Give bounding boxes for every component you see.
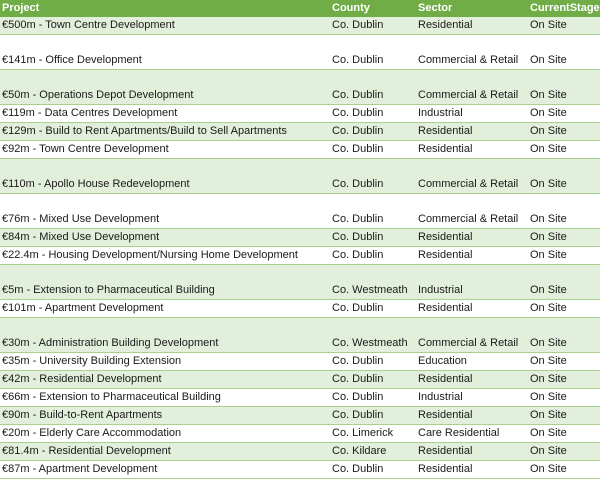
table-body [0, 17, 600, 479]
county-cell[interactable]: Co. Dublin [330, 389, 416, 407]
county-cell[interactable]: Co. Westmeath [330, 318, 416, 353]
header-current-stage[interactable]: CurrentStage [528, 0, 600, 17]
county-cell[interactable]: Co. Dublin [330, 105, 416, 123]
table-row [0, 318, 600, 353]
sector-cell[interactable]: Residential [416, 300, 528, 318]
project-cell[interactable]: €81.4m - Residential Development [0, 443, 330, 461]
sector-cell[interactable]: Commercial & Retail [416, 194, 528, 229]
table-row [0, 123, 600, 141]
stage-cell[interactable]: On Site [528, 229, 600, 247]
county-cell[interactable]: Co. Dublin [330, 229, 416, 247]
table-row [0, 159, 600, 194]
stage-cell[interactable]: On Site [528, 247, 600, 265]
sector-cell[interactable]: Commercial & Retail [416, 70, 528, 105]
project-cell[interactable]: €129m - Build to Rent Apartments/Build to Sell Apartments [0, 123, 330, 141]
county-cell[interactable]: Co. Dublin [330, 141, 416, 159]
project-cell[interactable]: €66m - Extension to Pharmaceutical Building [0, 389, 330, 407]
sector-cell[interactable]: Residential [416, 461, 528, 479]
project-cell[interactable]: €110m - Apollo House Redevelopment [0, 159, 330, 194]
table-row [0, 300, 600, 318]
county-cell[interactable]: Co. Dublin [330, 300, 416, 318]
project-cell[interactable]: €84m - Mixed Use Development [0, 229, 330, 247]
sector-cell[interactable]: Residential [416, 123, 528, 141]
county-cell[interactable]: Co. Dublin [330, 247, 416, 265]
table-row [0, 194, 600, 229]
project-cell[interactable]: €42m - Residential Development [0, 371, 330, 389]
sector-cell[interactable]: Commercial & Retail [416, 159, 528, 194]
sector-cell[interactable]: Industrial [416, 265, 528, 300]
county-cell[interactable]: Co. Dublin [330, 371, 416, 389]
county-cell[interactable]: Co. Dublin [330, 461, 416, 479]
county-cell[interactable]: Co. Dublin [330, 17, 416, 35]
project-cell[interactable]: €76m - Mixed Use Development [0, 194, 330, 229]
county-cell[interactable]: Co. Dublin [330, 407, 416, 425]
stage-cell[interactable]: On Site [528, 443, 600, 461]
header-sector[interactable]: Sector [416, 0, 528, 17]
sector-cell[interactable]: Care Residential [416, 425, 528, 443]
stage-cell[interactable]: On Site [528, 389, 600, 407]
stage-cell[interactable]: On Site [528, 425, 600, 443]
county-cell[interactable]: Co. Dublin [330, 159, 416, 194]
county-cell[interactable]: Co. Dublin [330, 70, 416, 105]
sector-cell[interactable]: Residential [416, 247, 528, 265]
stage-cell[interactable]: On Site [528, 461, 600, 479]
county-cell[interactable]: Co. Dublin [330, 353, 416, 371]
county-cell[interactable]: Co. Dublin [330, 123, 416, 141]
stage-cell[interactable]: On Site [528, 300, 600, 318]
table-row [0, 141, 600, 159]
project-cell[interactable]: €5m - Extension to Pharmaceutical Building [0, 265, 330, 300]
project-cell[interactable]: €87m - Apartment Development [0, 461, 330, 479]
stage-cell[interactable]: On Site [528, 70, 600, 105]
header-county[interactable]: County [330, 0, 416, 17]
sector-cell[interactable]: Industrial [416, 389, 528, 407]
project-cell[interactable]: €90m - Build-to-Rent Apartments [0, 407, 330, 425]
table-row [0, 35, 600, 70]
project-cell[interactable]: €101m - Apartment Development [0, 300, 330, 318]
table-row [0, 229, 600, 247]
stage-cell[interactable]: On Site [528, 141, 600, 159]
sector-cell[interactable]: Education [416, 353, 528, 371]
project-cell[interactable]: €92m - Town Centre Development [0, 141, 330, 159]
table-row [0, 461, 600, 479]
table-row [0, 105, 600, 123]
county-cell[interactable]: Co. Limerick [330, 425, 416, 443]
table-row [0, 353, 600, 371]
stage-cell[interactable]: On Site [528, 159, 600, 194]
county-cell[interactable]: Co. Westmeath [330, 265, 416, 300]
stage-cell[interactable]: On Site [528, 105, 600, 123]
project-cell[interactable]: €20m - Elderly Care Accommodation [0, 425, 330, 443]
table-row [0, 17, 600, 35]
header-project[interactable]: Project [0, 0, 330, 17]
stage-cell[interactable]: On Site [528, 371, 600, 389]
sector-cell[interactable]: Residential [416, 371, 528, 389]
stage-cell[interactable]: On Site [528, 318, 600, 353]
stage-cell[interactable]: On Site [528, 407, 600, 425]
project-cell[interactable]: €50m - Operations Depot Development [0, 70, 330, 105]
sector-cell[interactable]: Commercial & Retail [416, 318, 528, 353]
sector-cell[interactable]: Residential [416, 17, 528, 35]
sector-cell[interactable]: Residential [416, 141, 528, 159]
table-row [0, 443, 600, 461]
project-cell[interactable]: €22.4m - Housing Development/Nursing Home Development [0, 247, 330, 265]
sector-cell[interactable]: Industrial [416, 105, 528, 123]
stage-cell[interactable]: On Site [528, 35, 600, 70]
table-row [0, 407, 600, 425]
project-cell[interactable]: €500m - Town Centre Development [0, 17, 330, 35]
project-cell[interactable]: €119m - Data Centres Development [0, 105, 330, 123]
stage-cell[interactable]: On Site [528, 265, 600, 300]
table-row [0, 265, 600, 300]
sector-cell[interactable]: Residential [416, 407, 528, 425]
sector-cell[interactable]: Residential [416, 443, 528, 461]
project-cell[interactable]: €141m - Office Development [0, 35, 330, 70]
project-cell[interactable]: €35m - University Building Extension [0, 353, 330, 371]
sector-cell[interactable]: Residential [416, 229, 528, 247]
table-row [0, 247, 600, 265]
county-cell[interactable]: Co. Kildare [330, 443, 416, 461]
project-cell[interactable]: €30m - Administration Building Development [0, 318, 330, 353]
table-header [0, 0, 600, 17]
table-row [0, 425, 600, 443]
table-row [0, 70, 600, 105]
stage-cell[interactable]: On Site [528, 123, 600, 141]
header-row [0, 0, 600, 17]
county-cell[interactable]: Co. Dublin [330, 35, 416, 70]
table-row [0, 389, 600, 407]
stage-cell[interactable]: On Site [528, 194, 600, 229]
sector-cell[interactable]: Commercial & Retail [416, 35, 528, 70]
table-row [0, 371, 600, 389]
stage-cell[interactable]: On Site [528, 17, 600, 35]
county-cell[interactable]: Co. Dublin [330, 194, 416, 229]
stage-cell[interactable]: On Site [528, 353, 600, 371]
